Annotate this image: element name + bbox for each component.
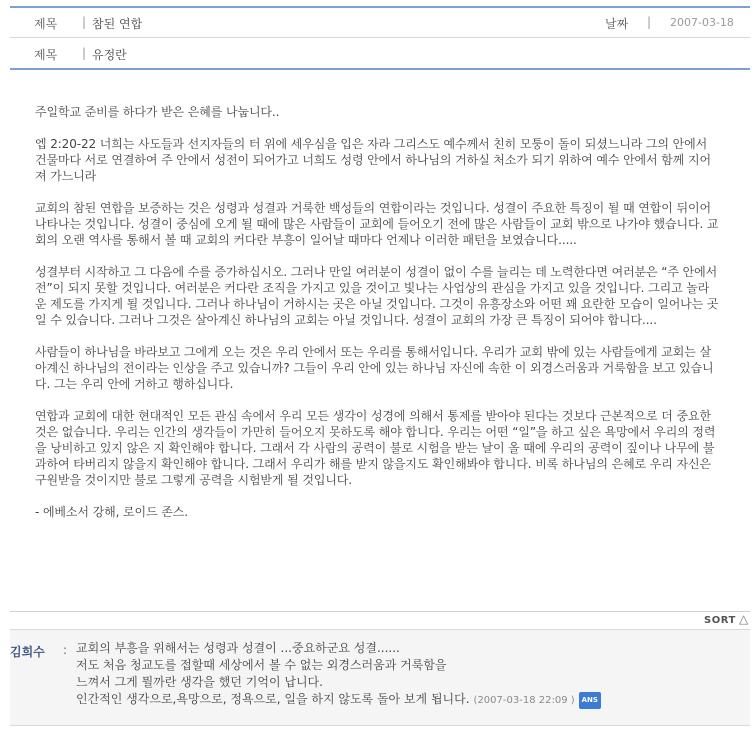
body-paragraph: - 에베소서 강해, 로이드 존스. bbox=[35, 505, 188, 519]
comment-bottom-border bbox=[10, 725, 750, 726]
post-author: 유정란 bbox=[92, 48, 127, 62]
post-title: 참된 연합 bbox=[92, 17, 143, 31]
header-bottom-border bbox=[10, 68, 750, 70]
reply-button[interactable]: ANS bbox=[579, 692, 601, 709]
body-paragraph: 엡 2:20-22 너희는 사도들과 선지자들의 터 위에 세우심을 입은 자라 그리스도 예수께서 친히 모퉁이 돌이 되셨느니라 그의 안에서 건물마다 서로 연결하여 주 안에서 성전이 되어가고 너희도 성령 안에서 하나님의 거하실 처소가 되기 위하여 예수 안에서 함께 지어져 가느니라 bbox=[35, 137, 711, 183]
comment-line: 교회의 부흥을 위해서는 성령과 성결이 ...중요하군요 성결...... bbox=[76, 641, 400, 655]
comment-last-line bbox=[76, 691, 736, 709]
comment-author[interactable]: 김희수 bbox=[10, 645, 45, 659]
body-paragraph: 연합과 교회에 대한 현대적인 모든 관심 속에서 우리 모든 생각이 성경에 의해서 통제를 받아야 된다는 것보다 근본적으로 더 중요한 것은 없습니다. 우리는 인간의 생각들이 가만히 들어오지 못하도록 해야 합니다. 우리는 어떤 “일”을 하고 싶은 욕망에서 우리의 정력을 낭비하고 있지 않은 지 확인해야 합니다. 그래서 각 사람의 공력이 불로 시험을 받는 날이 올 때에 우리의 공력이 짚이나 나무에 불과하여 타버리지 않을지 확인해야 합니다. 그래서 우리가 해를 받지 않을지도 확인해봐야 합니다. 비록 하나님의 은혜로 우리 자신은 구원받을 것이지만 불로 그렇게 공력을 시험받게 될 것입니다. bbox=[35, 409, 716, 487]
body-paragraph: 교회의 참된 연합을 보증하는 것은 성령과 성결과 거룩한 백성들의 연합이라는 것입니다. 성결이 주요한 특징이 될 때 연합이 뒤이어 나타나는 것입니다. 성결이 중심에 오게 될 때에 많은 사람들이 교회에 들어오기 전에 많은 사람들이 교회 밖으로 나가야 했습니다. 교회의 오랜 역사를 통해서 볼 때 교회의 커다란 부흥이 일어날 때마다 언제나 이러한 패턴을 보였습니다..... bbox=[35, 201, 719, 247]
comments-divider bbox=[10, 611, 750, 612]
body-paragraph: 주일학교 준비를 하다가 받은 은혜를 나눕니다.. bbox=[35, 105, 280, 119]
body-paragraph: 사람들이 하나님을 바라보고 그에게 오는 것은 우리 안에서 또는 우리를 통해서입니다. 우리가 교회 밖에 있는 사람들에게 교회는 살아계신 하나님의 전이라는 인상을 주고 있습니까? 그들이 우리 안에 있는 하나님 자신에 속한 이 외경스러움과 거룩함을 보고 있습니다. 그는 우리 안에 거하고 행하십니다. bbox=[35, 345, 714, 391]
author-label: 제목 bbox=[34, 48, 58, 62]
triangle-up-icon[interactable]: △ bbox=[739, 612, 749, 626]
post-date: 2007-03-18 bbox=[670, 16, 734, 29]
date-separator: | bbox=[647, 15, 652, 29]
comment-colon: : bbox=[63, 643, 68, 657]
sort-button[interactable]: SORT bbox=[704, 615, 736, 626]
comment-line: 느껴서 그게 뭘까란 생각을 했던 기억이 납니다. bbox=[76, 675, 323, 689]
post-body bbox=[35, 104, 719, 536]
date-label: 날짜 bbox=[605, 17, 629, 31]
comment-timestamp: (2007-03-18 22:09 ) bbox=[473, 695, 575, 706]
subject-separator: | bbox=[82, 15, 87, 29]
body-paragraph: 성결부터 시작하고 그 다음에 수를 증가하십시오. 그러나 만일 여러분이 성결이 없이 수를 늘리는 데 노력한다면 여러분은 “주 안에서 전”이 되지 못할 것입니다. 여러분은 커다란 조직을 가지고 있을 것이고 빛나는 사업상의 관심을 가지고 있을 것입니다. 그리고 놀라운 제도를 가지게 될 것입니다. 그러나 하나님이 거하시는 곳은 아닐 것입니다. 그것이 유흥장소와 어떤 꽤 요란한 모습이 일어나는 곳일 수 있습니다. 그러나 그것은 살아계신 하나님의 교회는 아닐 것입니다. 성결이 교회의 가장 큰 특징이 되어야 합니다.... bbox=[35, 265, 719, 327]
author-separator: | bbox=[82, 46, 87, 60]
comment-top-border bbox=[10, 629, 750, 630]
subject-label: 제목 bbox=[34, 17, 58, 31]
comment-line: 저도 처음 청교도를 접할때 세상에서 볼 수 없는 외경스러움과 거룩함을 bbox=[76, 658, 447, 672]
comment-text bbox=[76, 640, 736, 709]
comment-line: 인간적인 생각으로,욕망으로, 정욕으로, 일을 하지 않도록 돌아 보게 됩니다. bbox=[76, 692, 470, 706]
post-header-subject-row bbox=[10, 8, 750, 37]
post-header-author-row bbox=[10, 38, 750, 68]
